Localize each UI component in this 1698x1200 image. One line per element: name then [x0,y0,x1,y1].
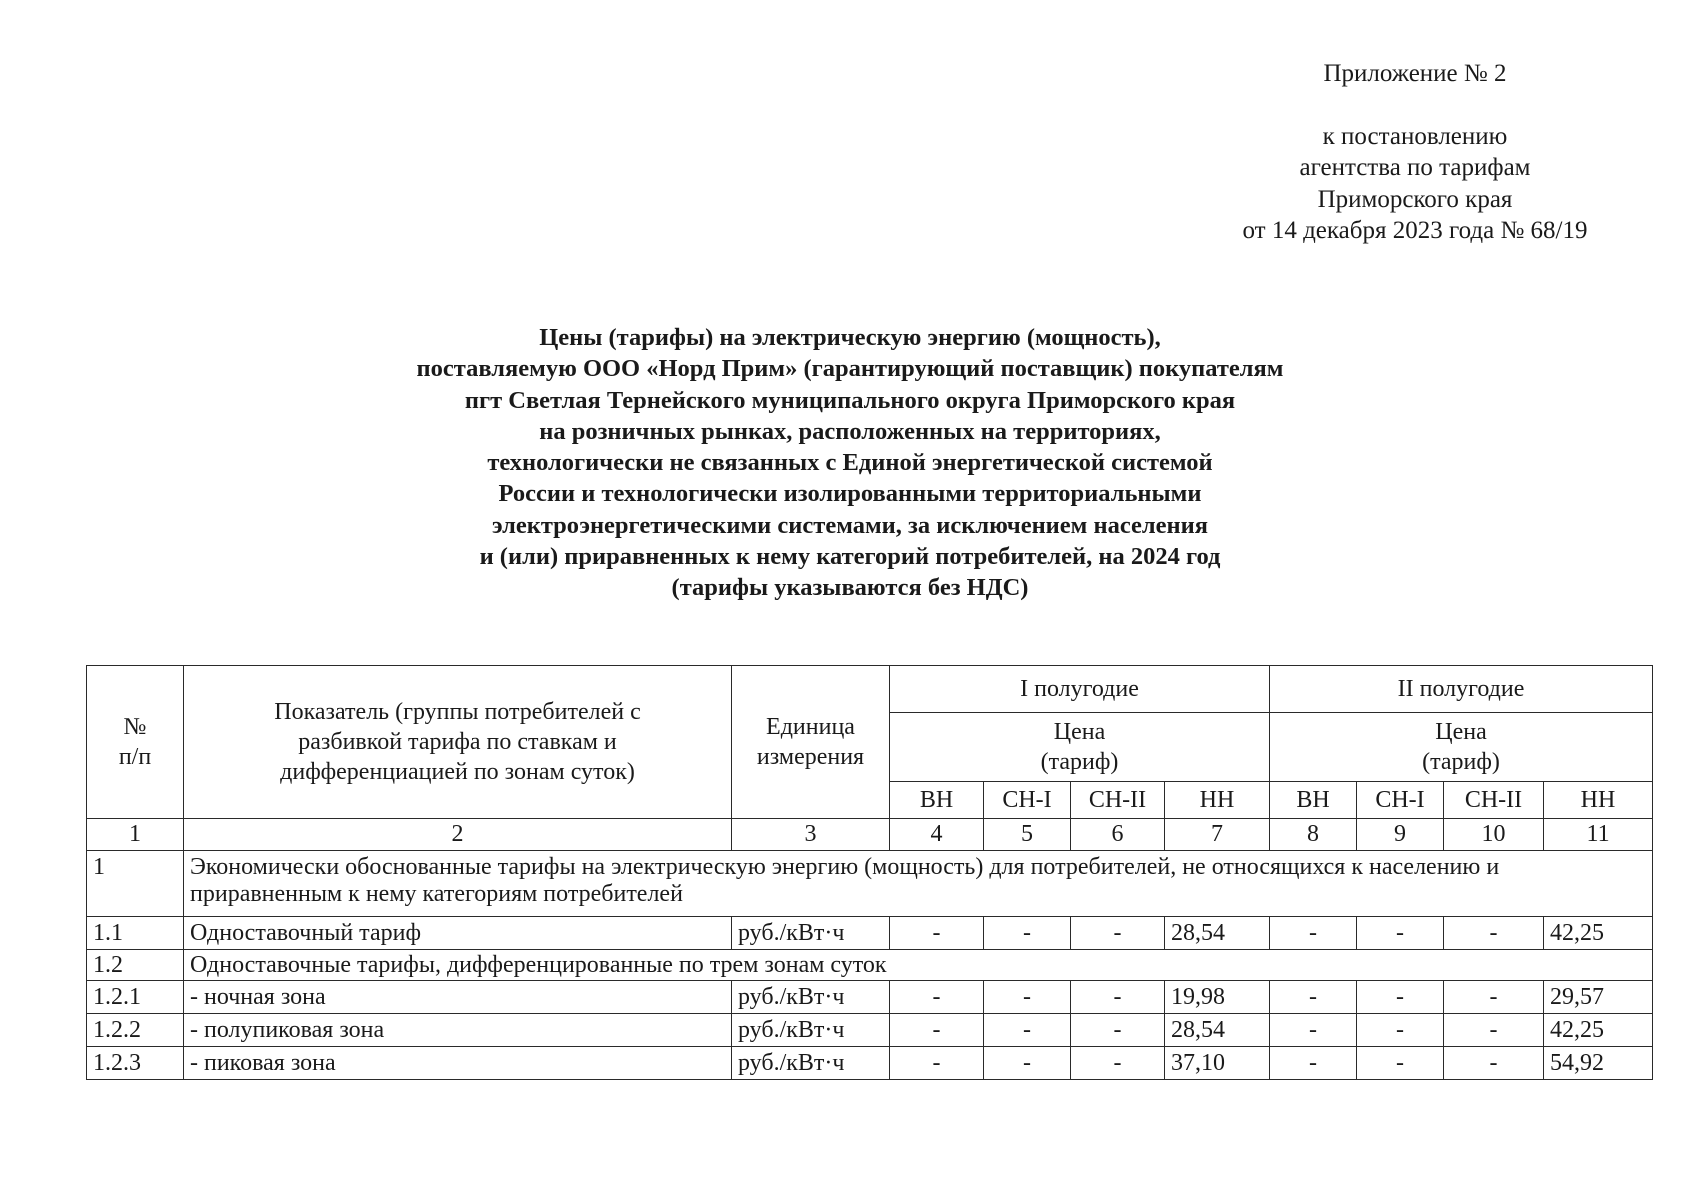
appendix-number: Приложение № 2 [1323,60,1507,87]
row-label-cell: Одноставочный тариф [184,917,732,950]
header-cell-level: СН-II [1071,782,1165,819]
appendix-line: Приморского края [1317,185,1513,213]
value-cell: - [1357,917,1444,950]
row-number-cell: 1.2.3 [87,1047,184,1080]
value-cell: - [1071,1047,1165,1080]
header-cell-level: СН-II [1444,782,1544,819]
table-row [87,981,1653,1014]
title-line: Цены (тарифы) на электрическую энергию (мощность), [539,324,1161,351]
document-title [250,322,1450,604]
title-line: поставляемую ООО «Норд Прим» (гарантирующий поставщик) покупателям [416,355,1284,383]
header-cell-level: СН-I [1357,782,1444,819]
column-number-row [87,819,1653,851]
value-cell: - [1270,1014,1357,1047]
table-row [87,917,1653,950]
row-number-cell: 1.2 [87,950,184,981]
value-cell: - [1270,981,1357,1014]
table-row [87,1047,1653,1080]
value-cell: 54,92 [1544,1047,1653,1080]
column-number-cell: 6 [1071,819,1165,851]
value-cell: - [1071,1014,1165,1047]
header-cell-half1: I полугодие [890,666,1270,713]
column-number-cell: 3 [732,819,890,851]
table-row [87,851,1653,917]
row-label-cell: - полупиковая зона [184,1014,732,1047]
title-line: России и технологически изолированными территориальными [498,480,1202,508]
value-cell: - [984,1047,1071,1080]
title-line: технологически не связанных с Единой энергетической системой [487,449,1213,477]
row-label-cell: Одноставочные тарифы, дифференцированные по трем зонам суток [184,950,1653,981]
title-line: и (или) приравненных к нему категорий потребителей, на 2024 год [479,543,1221,571]
title-line: пгт Светлая Тернейского муниципального округа Приморского края [464,386,1236,414]
header-cell-level: НН [1165,782,1270,819]
value-cell: - [1270,917,1357,950]
header-cell-price: Цена (тариф) [890,713,1270,782]
value-cell: 28,54 [1165,917,1270,950]
title-line: электроэнергетическими системами, за исключением населения [491,511,1209,539]
header-cell-level: НН [1544,782,1653,819]
row-label-cell: - ночная зона [184,981,732,1014]
value-cell: - [1357,981,1444,1014]
header-cell-level: ВН [1270,782,1357,819]
value-cell: 42,25 [1544,917,1653,950]
value-cell: - [1270,1047,1357,1080]
row-number-cell: 1.1 [87,917,184,950]
value-cell: - [1357,1014,1444,1047]
value-cell: - [890,1047,984,1080]
value-cell: - [890,1014,984,1047]
header-cell-level: СН-I [984,782,1071,819]
value-cell: - [1444,917,1544,950]
column-number-cell: 9 [1357,819,1444,851]
header-row [87,666,1653,713]
value-cell: - [1071,917,1165,950]
value-cell: - [1444,1047,1544,1080]
header-cell-level: ВН [890,782,984,819]
row-unit-cell: руб./кВт·ч [732,1047,890,1080]
title-line: на розничных рынках, расположенных на территориях, [539,417,1161,445]
value-cell: - [984,917,1071,950]
column-number-cell: 7 [1165,819,1270,851]
column-number-cell: 10 [1444,819,1544,851]
value-cell: 29,57 [1544,981,1653,1014]
header-cell-half2: II полугодие [1270,666,1653,713]
value-cell: - [1444,981,1544,1014]
column-number-cell: 11 [1544,819,1653,851]
value-cell: - [1071,981,1165,1014]
table-row [87,1014,1653,1047]
value-cell: 19,98 [1165,981,1270,1014]
title-line: (тарифы указываются без НДС) [671,574,1029,602]
header-cell-price: Цена (тариф) [1270,713,1653,782]
value-cell: - [984,1014,1071,1047]
appendix-line: агентства по тарифам [1299,154,1531,181]
row-unit-cell: руб./кВт·ч [732,917,890,950]
column-number-cell: 5 [984,819,1071,851]
appendix-line: от 14 декабря 2023 года № 68/19 [1242,217,1588,244]
row-unit-cell: руб./кВт·ч [732,981,890,1014]
column-number-cell: 2 [184,819,732,851]
value-cell: - [1357,1047,1444,1080]
column-number-cell: 4 [890,819,984,851]
row-label-cell: Экономически обоснованные тарифы на электрическую энергию (мощность) для потребителей, не относящихся к населению и приравненным к нему категориям потребителей [184,851,1653,917]
row-unit-cell: руб./кВт·ч [732,1014,890,1047]
row-number-cell: 1.2.1 [87,981,184,1014]
column-number-cell: 8 [1270,819,1357,851]
value-cell: - [890,917,984,950]
row-number-cell: 1.2.2 [87,1014,184,1047]
header-cell-unit: Единица измерения [732,666,890,819]
appendix-block [1180,58,1650,247]
appendix-line: к постановлению [1322,122,1508,150]
header-cell-number: № п/п [87,666,184,819]
value-cell: 37,10 [1165,1047,1270,1080]
header-cell-indicator: Показатель (группы потребителей с разбивкой тарифа по ставкам и дифференциацией по зонам суток) [184,666,732,819]
column-number-cell: 1 [87,819,184,851]
row-number-cell: 1 [87,851,184,917]
value-cell: - [984,981,1071,1014]
tariff-table [86,665,1653,1080]
value-cell: 42,25 [1544,1014,1653,1047]
value-cell: - [890,981,984,1014]
value-cell: 28,54 [1165,1014,1270,1047]
value-cell: - [1444,1014,1544,1047]
table-row [87,950,1653,981]
row-label-cell: - пиковая зона [184,1047,732,1080]
